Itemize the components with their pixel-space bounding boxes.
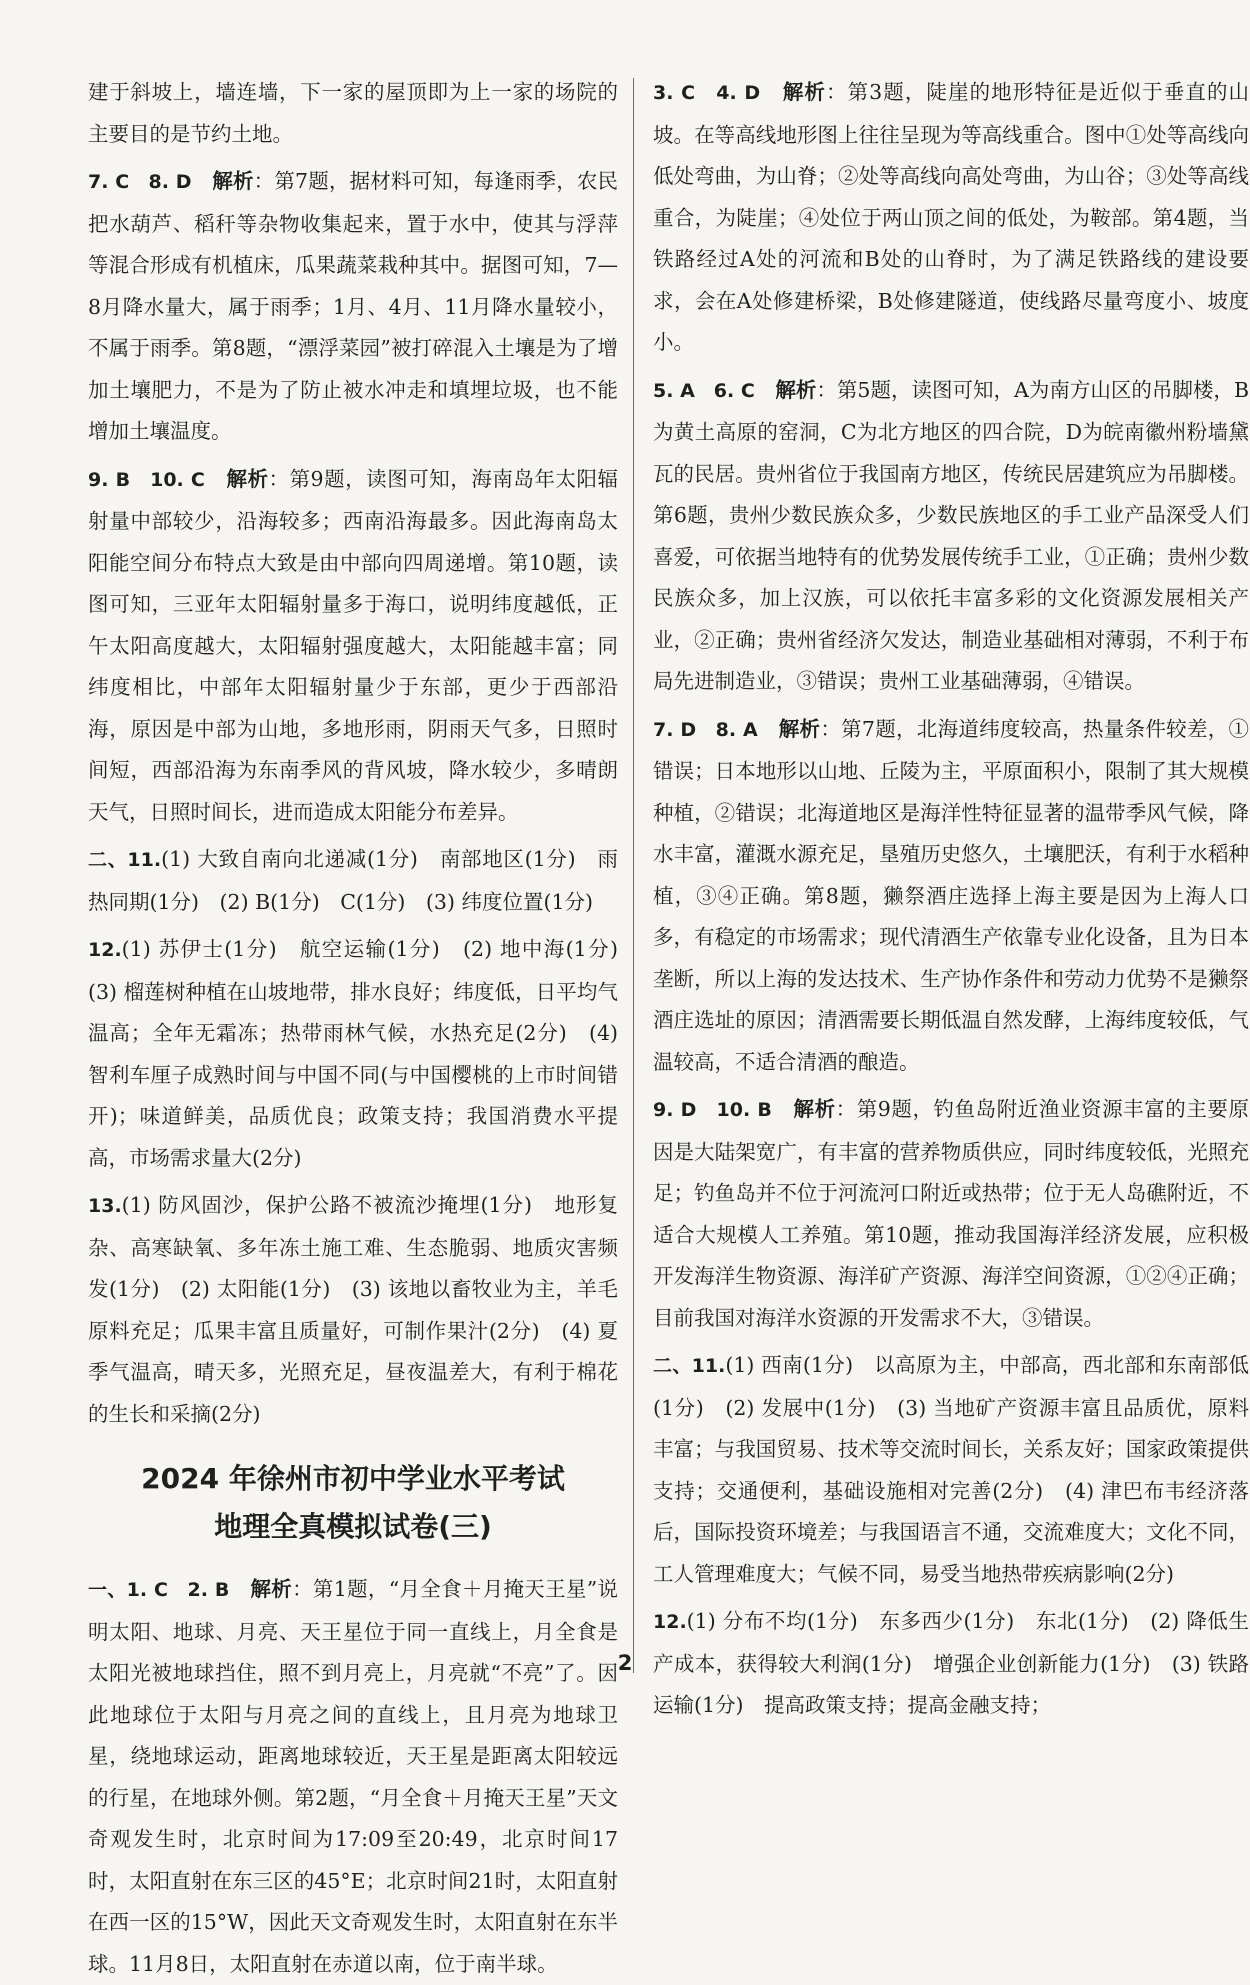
answer-q9-10-right [653,1089,1249,1339]
question-number: 二、11. [88,849,162,871]
question-number: 9. D 10. B [653,1099,772,1121]
section-title-line1: 2024 年徐州市初中学业水平考试 [141,1462,565,1495]
answer-q9-10 [88,459,618,834]
section-title-line2: 地理全真模拟试卷(三) [214,1510,492,1543]
answer-q11-right [653,1345,1249,1595]
left-column [88,72,639,1985]
question-number: 二、11. [653,1355,726,1377]
answer-text: (1) 分布不均(1分) 东多西少(1分) 东北(1分) (2) 降低生产成本，获得较大利润(1分) 增强企业创新能力(1分) (3) 铁路运输(1分) 提高政策支持；提高金融支持； [653,1609,1249,1717]
question-number: 7. D 8. A [653,718,758,741]
intro-paragraph: 建于斜坡上，墙连墙，下一家的屋顶即为上一家的场院的主要目的是节约土地。 [88,80,618,146]
right-column [653,72,1249,1727]
page-number: 2 [617,1651,633,1675]
analysis-label: 解析 [775,377,817,402]
answer-q13 [88,1185,618,1435]
answer-q5-6 [653,370,1249,703]
analysis-label: 解析 [212,169,254,193]
question-number: 9. B 10. C [88,468,205,491]
answer-text: ：第9题，钓鱼岛附近渔业资源丰富的主要原因是大陆架宽广，有丰富的营养物质供应，同时纬度较低，光照充足；钓鱼岛并不位于河流河口附近或热带；位于无人岛礁附近，不适合大规模人工养殖。第10题，推动我国海洋经济发展，应积极开发海洋生物资源、海洋矿产资源、海洋空间资源，①②④正确；目前我国对海洋水资源的开发需求不大，③错误。 [653,1097,1249,1330]
analysis-label: 解析 [782,80,826,104]
answer-q12 [88,929,639,1179]
question-number: 12. [88,939,122,961]
answer-s3-q1-2 [88,1569,618,1985]
analysis-label: 解析 [226,466,269,491]
answer-text: ：第5题，读图可知，A为南方山区的吊脚楼，B为黄土高原的窑洞，C为北方地区的四合院，D为皖南徽州粉墙黛瓦的民居。贵州省位于我国南方地区，传统民居建筑应为吊脚楼。第6题，贵州少数民族众多，少数民族地区的手工业产品深受人们喜爱，可依据当地特有的优势发展传统手工业，①正确；贵州少数民族众多，加上汉族，可以依托丰富多彩的文化资源发展相关产业，②正确；贵州省经济欠发达，制造业基础相对薄弱，不利于布局先进制造业，③错误；贵州工业基础薄弱，④错误。 [653,377,1250,693]
answer-text: (1) 苏伊士(1分) 航空运输(1分) (2) 地中海(1分) (3) 榴莲树种植在山坡地带，排水良好；纬度低，日平均气温高；全年无霜冻；热带雨林气候，水热充足(2分) (4) 智利车厘子成熟时间与中国不同(与中国樱桃的上市时间错开)；味道鲜美，品质优良；政策支持；我国消费水平提高，市场需求量大(2分) [88,937,639,1170]
question-number: 7. C 8. D [88,171,192,193]
question-number: 13. [88,1195,122,1217]
answer-q7-8-right [653,709,1249,1084]
answer-text: ：第3题，陡崖的地形特征是近似于垂直的山坡。在等高线地形图上往往呈现为等高线重合。图中①处等高线向低处弯曲，为山脊；②处等高线向高处弯曲，为山谷；③处等高线重合，为陡崖；④处位于两山顶之间的低处，为鞍部。第4题，当铁路经过A处的河流和B处的山脊时，为了满足铁路线的建设要求，会在A处修建桥梁，B处修建隧道，使线路尽量弯度小、坡度小。 [653,80,1250,354]
section-title [88,1455,618,1551]
analysis-label: 解析 [778,716,821,741]
question-number: 12. [653,1611,687,1633]
answer-text: ：第1题，“月全食＋月掩天王星”说明太阳、地球、月亮、天王星位于同一直线上，月全食是太阳光被地球挡住，照不到月亮上，月亮就“不亮”了。因此地球位于太阳与月亮之间的直线上，且月亮为地球卫星，绕地球运动，距离地球较近，天王星是距离太阳较远的行星，在地球外侧。第2题，“月全食＋月掩天王星”天文奇观发生时，北京时间为17:09至20:49，北京时间17时，太阳直射在东三区的45°E；北京时间21时，太阳直射在西一区的15°W，因此天文奇观发生时，太阳直射在东半球。11月8日，太阳直射在赤道以南，位于南半球。 [88,1577,619,1976]
answer-text: ：第9题，读图可知，海南岛年太阳辐射量中部较少，沿海较多；西南沿海最多。因此海南岛太阳能空间分布特点大致是由中部向四周递增。第10题，读图可知，三亚年太阳辐射量多于海口，说明纬度越低，正午太阳高度越大，太阳辐射强度越大，太阳能越丰富；同纬度相比，中部年太阳辐射量少于东部，更少于西部沿海，原因是中部为山地，多地形雨，阴雨天气多，日照时间短，西部沿海为东南季风的背风坡，降水较少，多晴朗天气，日照时间长，进而造成太阳能分布差异。 [88,466,619,824]
question-number: 一、1. C 2. B [88,1579,230,1601]
analysis-label: 解析 [793,1097,836,1121]
answer-text: (1) 大致自南向北递减(1分) 南部地区(1分) 雨热同期(1分) (2) B(1分) C(1分) (3) 纬度位置(1分) [88,847,618,914]
question-number: 5. A 6. C [653,379,755,402]
analysis-label: 解析 [250,1577,293,1601]
answer-text: ：第7题，北海道纬度较高，热量条件较差，①错误；日本地形以山地、丘陵为主，平原面积小，限制了其大规模种植，②错误；北海道地区是海洋性特征显著的温带季风气候，降水丰富，灌溉水源充足，垦殖历史悠久，土壤肥沃，有利于水稻种植，③④正确。第8题，獭祭酒庄选择上海主要是因为上海人口多，有稳定的市场需求；现代清酒生产依靠专业化设备，且为日本垄断，所以上海的发达技术、生产协作条件和劳动力优势不是獭祭酒庄选址的原因；清酒需要长期低温自然发酵，上海纬度较低，气温较高，不适合清酒的酿造。 [653,716,1249,1074]
answer-q7-8 [88,161,618,453]
question-number: 3. C 4. D [653,82,761,104]
answer-text: (1) 西南(1分) 以高原为主，中部高，西北部和东南部低(1分) (2) 发展中(1分) (3) 当地矿产资源丰富且品质优，原料丰富；与我国贸易、技术等交流时间长，关系友好；国家政策提供支持；交通便利，基础设施相对完善(2分) (4) 津巴布韦经济落后，国际投资环境差；与我国语言不通，交流难度大；文化不同，工人管理难度大；气候不同，易受当地热带疾病影响(2分) [653,1353,1249,1586]
answer-text: (1) 防风固沙，保护公路不被流沙掩埋(1分) 地形复杂、高寒缺氧、多年冻土施工难、生态脆弱、地质灾害频发(1分) (2) 太阳能(1分) (3) 该地以畜牧业为主，羊毛原料充足；瓜果丰富且质量好，可制作果汁(2分) (4) 夏季气温高，晴天多，光照充足，昼夜温差大，有利于棉花的生长和采摘(2分) [88,1193,618,1426]
answer-q3-4 [653,72,1249,364]
column-divider [633,78,634,1673]
answer-q11 [88,839,618,923]
answer-text: ：第7题，据材料可知，每逢雨季，农民把水葫芦、稻秆等杂物收集起来，置于水中，使其与浮萍等混合形成有机植床，瓜果蔬菜栽种其中。据图可知，7—8月降水量大，属于雨季；1月、4月、11月降水量较小，不属于雨季。第8题，“漂浮菜园”被打碎混入土壤是为了增加土壤肥力，不是为了防止被水冲走和填埋垃圾，也不能增加土壤温度。 [88,169,619,443]
